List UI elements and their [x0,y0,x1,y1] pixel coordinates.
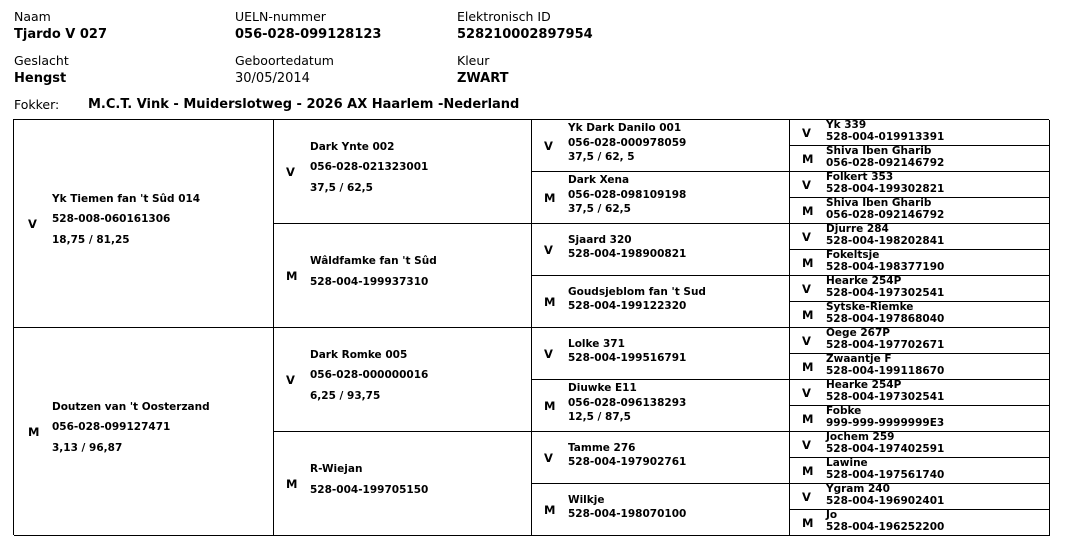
horse-info [826,250,944,273]
eid-label: Elektronisch ID [457,9,551,24]
horse-info [568,123,686,167]
sex-marker: M [802,412,814,426]
sex-marker: V [544,243,553,257]
sex-marker: M [802,256,814,270]
sex-marker: M [28,425,40,439]
geslacht-label: Geslacht [14,53,69,68]
horse-id: 056-028-000978059 [568,136,687,149]
sex-marker: V [28,217,37,231]
horse-id: 528-004-197868040 [826,312,945,325]
sex-marker: V [286,165,295,179]
horse-name: Lawine [826,457,868,469]
kleur-value: ZWART [457,71,509,86]
horse-name: Wâldfamke fan 't Sûd [310,255,437,267]
horse-name: Fokeltsje [826,249,880,261]
geslacht-value: Hengst [14,71,67,86]
horse-name: Yk Dark Danilo 001 [568,122,682,135]
horse-id: 528-004-199516791 [568,352,687,364]
horse-info [826,224,944,247]
gen4-cell [790,172,1050,198]
horse-name: Dark Xena [568,174,630,187]
sex-marker: V [802,230,811,244]
horse-pct: 37,5 / 62, 5 [568,151,635,164]
gen3-cell [532,380,790,432]
gen1-cell [14,328,274,536]
horse-info [568,175,686,219]
horse-name: Diuwke E11 [568,382,637,395]
gen4-cell [790,276,1050,302]
horse-info [826,354,944,377]
gen4-cell [790,510,1050,536]
horse-id: 056-028-092146792 [826,156,945,169]
horse-id: 528-008-060161306 [52,213,171,225]
horse-info [826,198,944,221]
horse-name: Hearke 254P [826,275,902,287]
naam-label: Naam [14,9,51,24]
gen3-cell [532,224,790,276]
gen3-cell [532,432,790,484]
horse-name: Jochem 259 [826,431,895,443]
sex-marker: V [802,178,811,192]
horse-id: 528-004-197561740 [826,468,945,481]
horse-name: Oege 267P [826,327,890,339]
sex-marker: V [802,490,811,504]
gen2-cell [274,432,532,536]
horse-name: Zwaantje F [826,353,892,365]
horse-id: 528-004-196252200 [826,520,945,533]
horse-id: 056-028-092146792 [826,208,945,221]
horse-id: 528-004-199122320 [568,300,687,312]
sex-marker: M [802,308,814,322]
horse-name: Fobke [826,405,862,417]
horse-info [568,339,686,368]
ueln-label: UELN-nummer [235,9,326,24]
horse-id: 528-004-198900821 [568,248,687,260]
sex-marker: M [286,477,298,491]
fokker-value: M.C.T. Vink - Muiderslotweg - 2026 AX Haarlem -Nederland [88,97,520,112]
horse-name: Dark Ynte 002 [310,140,395,153]
horse-name: Shiva Iben Gharib [826,197,932,209]
sex-marker: V [802,386,811,400]
horse-pct: 6,25 / 93,75 [310,389,381,402]
sex-marker: M [286,269,298,283]
horse-info [568,287,706,316]
gen4-cell [790,484,1050,510]
horse-name: Wilkje [568,493,605,506]
sex-marker: V [544,347,553,361]
horse-info [310,350,428,412]
sex-marker: V [802,438,811,452]
horse-info [826,458,944,481]
horse-name: Sytske-Riemke [826,301,914,313]
horse-id: 528-004-199937310 [310,275,429,288]
horse-id: 999-999-9999999E3 [826,416,945,429]
horse-pct: 37,5 / 62,5 [568,203,631,216]
horse-pct: 3,13 / 96,87 [52,441,123,454]
gen2-cell [274,224,532,328]
horse-info [52,402,210,464]
kleur-label: Kleur [457,53,490,68]
horse-info [568,383,686,427]
sex-marker: M [802,204,814,218]
gen3-cell [532,172,790,224]
gen2-cell [274,120,532,224]
horse-id: 528-004-197402591 [826,442,945,455]
gen4-cell [790,302,1050,328]
horse-name: Yk 339 [826,119,867,131]
horse-info [568,495,686,524]
horse-id: 528-004-019913391 [826,130,945,143]
gen4-cell [790,432,1050,458]
horse-id: 528-004-199302821 [826,182,945,195]
sex-marker: M [544,503,556,517]
horse-name: Goudsjeblom fan 't Sud [568,285,706,298]
gen4-cell [790,354,1050,380]
gen3-cell [532,484,790,536]
horse-id: 056-028-021323001 [310,161,429,173]
horse-info [52,194,200,256]
horse-info [826,302,944,325]
horse-name: Ygram 240 [826,483,890,495]
horse-info [826,380,944,403]
horse-name: Hearke 254P [826,379,902,391]
ueln-value: 056-028-099128123 [235,27,382,42]
horse-name: Sjaard 320 [568,233,632,246]
horse-name: Jo [826,509,838,521]
gen2-cell [274,328,532,432]
sex-marker: M [544,399,556,413]
gen4-cell [790,380,1050,406]
horse-pct: 18,75 / 81,25 [52,233,130,246]
fokker-label: Fokker: [14,97,60,112]
horse-info [826,146,944,169]
horse-info [826,328,944,351]
horse-id: 528-004-197302541 [826,390,945,403]
horse-id: 528-004-198202841 [826,234,945,247]
gen4-cell [790,146,1050,172]
horse-info [826,120,944,143]
naam-value: Tjardo V 027 [14,27,107,42]
gen4-cell [790,328,1050,354]
gen3-cell [532,120,790,172]
geboortedatum-label: Geboortedatum [235,53,334,68]
horse-name: Doutzen van 't Oosterzand [52,400,210,413]
sex-marker: M [802,360,814,374]
gen3-cell [532,328,790,380]
horse-info [826,484,944,507]
gen1-cell [14,120,274,328]
sex-marker: V [286,373,295,387]
horse-info [826,432,944,455]
horse-pct: 37,5 / 62,5 [310,181,373,194]
gen4-cell [790,224,1050,250]
gen4-cell [790,198,1050,224]
horse-id: 528-004-199118670 [826,364,945,377]
gen4-cell [790,406,1050,432]
horse-id: 528-004-197702671 [826,338,945,351]
horse-id: 056-028-096138293 [568,396,687,409]
sex-marker: M [802,464,814,478]
horse-info [310,464,428,505]
sex-marker: V [544,451,553,465]
horse-id: 528-004-196902401 [826,494,945,507]
horse-name: Dark Romke 005 [310,348,408,361]
horse-name: R-Wiejan [310,463,363,475]
sex-marker: M [544,295,556,309]
sex-marker: V [802,334,811,348]
horse-id: 528-004-198070100 [568,508,687,520]
horse-info [568,235,686,264]
horse-id: 528-004-199705150 [310,483,429,496]
horse-info [826,276,944,299]
sex-marker: V [802,282,811,296]
horse-name: Djurre 284 [826,223,889,235]
horse-name: Lolke 371 [568,337,625,350]
horse-id: 528-004-198377190 [826,260,945,273]
geboortedatum-value: 30/05/2014 [235,71,310,86]
horse-id: 528-004-197302541 [826,286,945,299]
horse-id: 056-028-099127471 [52,421,171,433]
horse-info [310,142,428,204]
horse-info [826,172,944,195]
horse-info [310,256,437,297]
horse-name: Folkert 353 [826,171,894,183]
eid-value: 528210002897954 [457,27,593,42]
sex-marker: M [544,191,556,205]
sex-marker: M [802,152,814,166]
sex-marker: V [802,126,811,140]
gen4-cell [790,120,1050,146]
horse-id: 056-028-098109198 [568,188,687,201]
sex-marker: V [544,139,553,153]
sex-marker: M [802,516,814,530]
gen3-cell [532,276,790,328]
horse-info [826,406,944,429]
horse-id: 528-004-197902761 [568,456,687,468]
horse-info [568,443,686,472]
horse-pct: 12,5 / 87,5 [568,411,631,424]
pedigree-table [13,119,1049,535]
horse-info [826,510,944,533]
gen4-cell [790,458,1050,484]
horse-name: Yk Tiemen fan 't Sûd 014 [52,192,201,205]
gen4-cell [790,250,1050,276]
horse-id: 056-028-000000016 [310,369,429,381]
horse-name: Shiva Iben Gharib [826,145,932,157]
horse-name: Tamme 276 [568,441,636,454]
